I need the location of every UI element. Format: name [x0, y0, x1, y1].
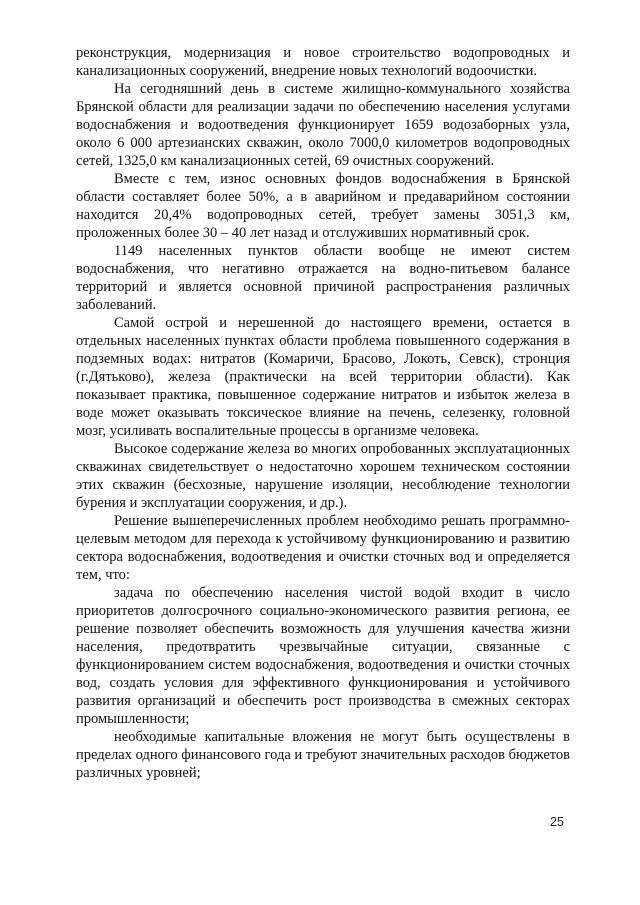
paragraph-settlements: 1149 населенных пунктов области вообще не имеют систем водоснабжения, что негативно отражается на водно-питьевом балансе территорий и является основной причиной распространения различных заболеваний. — [76, 243, 570, 313]
document-body — [76, 44, 570, 782]
paragraph-solution: Решение вышеперечисленных проблем необходимо решать программно-целевым методом для перехода к устойчивому функционированию и развитию сектора водоснабжения, водоотведения и очистки сточных вод и определяется тем, что: — [76, 513, 570, 583]
paragraph-contamination: Самой острой и нерешенной до настоящего времени, остается в отдельных населенных пунктах области проблема повышенного содержания в подземных водах: нитратов (Комаричи, Брасово, Локоть, Севск), стронция (г.Дятьково), железа (практически на всей территории области). Как показывает практика, повышенное содержание нитратов и избыток железа в воде может оказывать токсическое влияние на печень, селезенку, головной мозг, усиливать воспалительные процессы в организме человека. — [76, 315, 570, 439]
paragraph-wear: Вместе с тем, износ основных фондов водоснабжения в Брянской области составляет более 50%, а в аварийном и предаварийном состоянии находится 20,4% водопроводных сетей, требует замены 3051,3 км, проложенных более 30 – 40 лет назад и отслуживших нормативный срок. — [76, 171, 570, 241]
page-number: 25 — [550, 815, 564, 829]
paragraph-reconstruction: реконструкция, модернизация и новое строительство водопроводных и канализационных сооружений, внедрение новых технологий водоочистки. — [76, 45, 570, 79]
paragraph-iron-content: Высокое содержание железа во многих опробованных эксплуатационных скважинах свидетельствует о недостаточно хорошем техническом состоянии этих скважин (бесхозные, нарушение изоляции, несоблюдение технологии бурения и эксплуатации сооружения, и др.). — [76, 441, 570, 511]
paragraph-priority: задача по обеспечению населения чистой водой входит в число приоритетов долгосрочного социально-экономического развития региона, ее решение позволяет обеспечить возможность для улучшения качества жизни населения, предотвратить чрезвычайные ситуации, связанные с функционированием систем водоснабжения, водоотведения и очистки сточных вод, создать условия для эффективного функционирования и устойчивого развития организаций и обеспечить рост производства в смежных секторах промышленности; — [76, 585, 570, 727]
paragraph-investment: необходимые капитальные вложения не могут быть осуществлены в пределах одного финансового года и требуют значительных расходов бюджетов различных уровней; — [76, 729, 570, 781]
paragraph-infrastructure: На сегодняшний день в системе жилищно-коммунального хозяйства Брянской области для реализации задачи по обеспечению населения услугами водоснабжения и водоотведения функционирует 1659 водозаборных узла, около 6 000 артезианских скважин, около 7000,0 километров водопроводных сетей, 1325,0 км канализационных сетей, 69 очистных сооружений. — [76, 81, 570, 169]
